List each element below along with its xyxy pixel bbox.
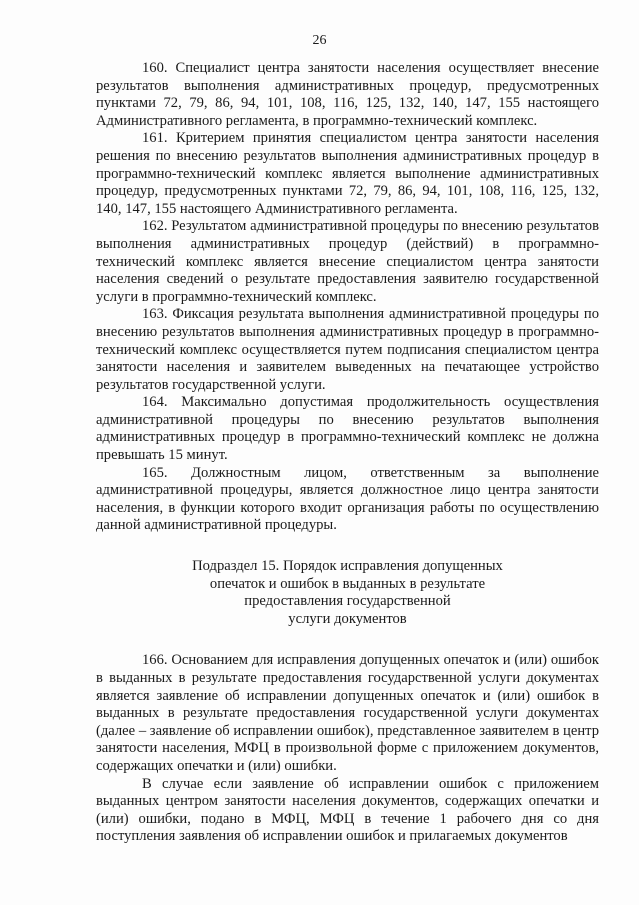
paragraph-165: 165. Должностным лицом, ответственным за выполнение административной процедуры, является должностное лицо центра занятости населения, в функции которого входит организация работы по осуществлению данной административной процедуры. — [96, 464, 599, 534]
paragraph-164: 164. Максимально допустимая продолжительность осуществления административной процедуры по внесению результатов выполнения административных процедур в программно-технический комплекс не должна превышать 15 минут. — [96, 394, 599, 464]
paragraph-160: 160. Специалист центра занятости населения осуществляет внесение результатов выполнения административных процедур, предусмотренных пунктами 72, 79, 86, 94, 101, 108, 116, 125, 132, 140, 147, 155 настоящего Административного регламента, в программно-технический комплекс. — [96, 60, 599, 129]
page-number: 26 — [312, 33, 327, 48]
paragraph-162: 162. Результатом административной процедуры по внесению результатов выполнения административных процедур (действий) в программно-технический комплекс является внесение специалистом центра занятости населения сведений о результате предоставления заявителю государственной услуги в программно-технический комплекс. — [96, 218, 599, 305]
section-title-line: предоставления государственной — [244, 593, 451, 610]
section-title-line: опечаток и ошибок в выданных в результате — [209, 575, 486, 592]
section-title-line: Подраздел 15. Порядок исправления допущенных — [192, 558, 503, 575]
paragraph-mfc-case: В случае если заявление об исправлении ошибок с приложением выданных центром занятости населения документов, содержащих опечатки и (или) ошибки, подано в МФЦ, МФЦ в течение 1 рабочего дня со дня поступления заявления об исправлении ошибок и прилагаемых документов — [96, 775, 599, 845]
section-title-line: услуги документов — [288, 610, 407, 627]
paragraph-166: 166. Основанием для исправления допущенных опечаток и (или) ошибок в выданных в результате предоставления государственной услуги документах является заявление об исправлении допущенных опечаток и (или) ошибок в выданных в результате предоставления государственной услуги документах (далее – заявление об исправлении ошибок), представленное заявителем в центр занятости населения, МФЦ в произвольной форме с приложением документов, содержащих опечатки и (или) ошибки. — [96, 652, 599, 774]
document-body — [96, 60, 599, 846]
paragraph-161: 161. Критерием принятия специалистом центра занятости населения решения по внесению результатов выполнения административных процедур в программно-технический комплекс является выполнение административных процедур, предусмотренных пунктами 72, 79, 86, 94, 101, 108, 116, 125, 132, 140, 147, 155 настоящего Административного регламента. — [96, 130, 599, 217]
section-title — [96, 558, 599, 628]
paragraph-163: 163. Фиксация результата выполнения административной процедуры по внесению результатов выполнения административных процедур в программно-технический комплекс осуществляется путем подписания специалистом центра занятости населения и заявителем выведенных на печатающее устройство результатов государственной услуги. — [96, 306, 599, 393]
